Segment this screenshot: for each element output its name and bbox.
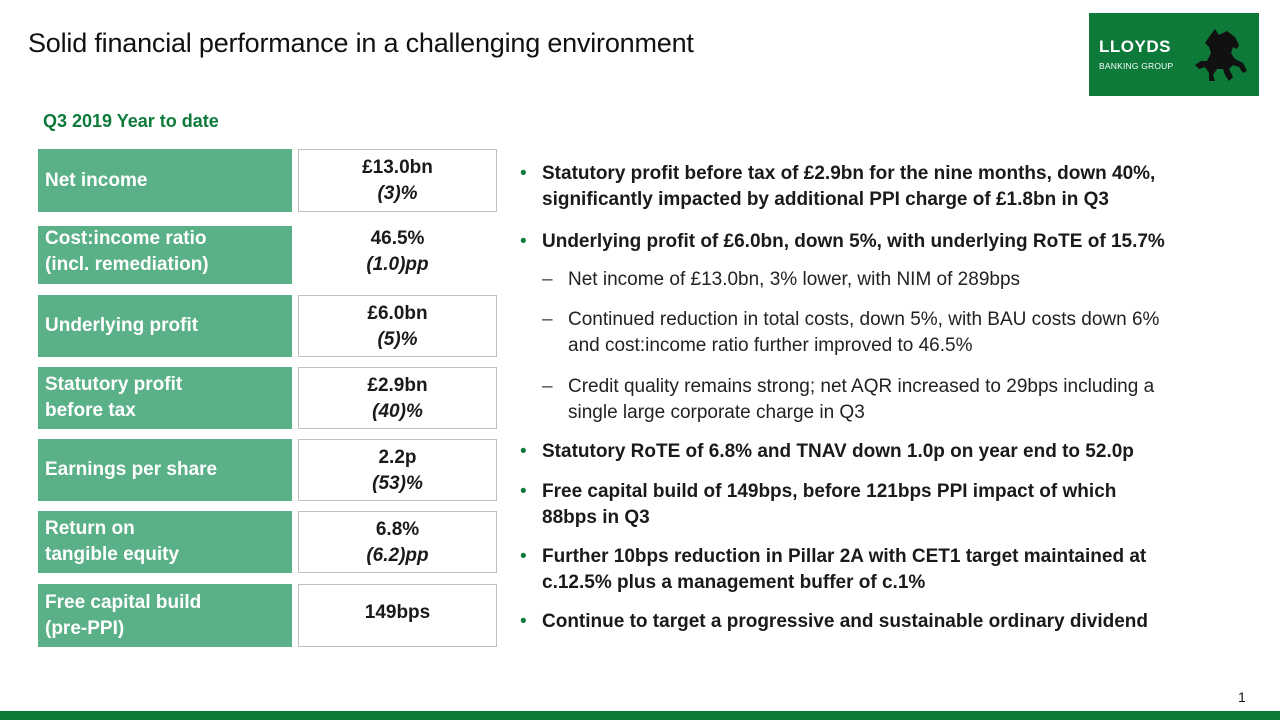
bullet-item: • Further 10bps reduction in Pillar 2A with CET1 target maintained at c.12.5% plus a management buffer of c.1% bbox=[520, 546, 1147, 593]
sub-bullet-item: – Continued reduction in total costs, down 5%, with BAU costs down 6% and cost:income ratio further improved to 46.5% bbox=[542, 309, 1160, 356]
kpi-value-cost-income: 46.5% (1.0)pp bbox=[366, 228, 429, 275]
bullet-item: • Continue to target a progressive and sustainable ordinary dividend bbox=[520, 611, 1149, 632]
logo-subtitle: BANKING GROUP bbox=[1099, 61, 1174, 71]
kpi-label-statutory-profit: Statutory profit before tax bbox=[38, 367, 292, 429]
slide-title: Solid financial performance in a challenging environment bbox=[28, 28, 694, 58]
kpi-value-eps: 2.2p (53)% bbox=[298, 439, 497, 501]
period-label: Q3 2019 Year to date bbox=[43, 111, 219, 131]
kpi-value-rote: 6.8% (6.2)pp bbox=[298, 511, 497, 573]
kpi-label-cost-income: Cost:income ratio (incl. remediation) bbox=[38, 226, 292, 284]
kpi-value-underlying-profit: £6.0bn (5)% bbox=[298, 295, 497, 357]
horse-icon bbox=[1189, 23, 1253, 87]
footer-bar bbox=[0, 711, 1280, 720]
kpi-label-net-income: Net income bbox=[38, 149, 292, 212]
page-number: 1 bbox=[1238, 689, 1246, 705]
kpi-label-rote: Return on tangible equity bbox=[38, 511, 292, 573]
kpi-value-free-capital: 149bps bbox=[298, 584, 497, 647]
kpi-label-free-capital: Free capital build (pre-PPI) bbox=[38, 584, 292, 647]
bullet-item: • Statutory RoTE of 6.8% and TNAV down 1.0p on year end to 52.0p bbox=[520, 441, 1134, 462]
sub-bullet-item: – Credit quality remains strong; net AQR increased to 29bps including a single large corporate charge in Q3 bbox=[542, 376, 1155, 423]
bullet-item: • Underlying profit of £6.0bn, down 5%, with underlying RoTE of 15.7% bbox=[520, 231, 1165, 252]
kpi-value-net-income: £13.0bn (3)% bbox=[298, 149, 497, 212]
bullet-item: • Statutory profit before tax of £2.9bn for the nine months, down 40%, significantly impacted by additional PPI charge of £1.8bn in Q3 bbox=[520, 163, 1156, 210]
bullet-item: • Free capital build of 149bps, before 121bps PPI impact of which 88bps in Q3 bbox=[520, 481, 1117, 528]
kpi-label-underlying-profit: Underlying profit bbox=[38, 295, 292, 357]
sub-bullet-item: – Net income of £13.0bn, 3% lower, with NIM of 289bps bbox=[542, 269, 1021, 290]
logo-wordmark: LLOYDS bbox=[1099, 37, 1171, 56]
lloyds-logo bbox=[1089, 13, 1259, 96]
kpi-value-statutory-profit: £2.9bn (40)% bbox=[298, 367, 497, 429]
kpi-label-eps: Earnings per share bbox=[38, 439, 292, 501]
